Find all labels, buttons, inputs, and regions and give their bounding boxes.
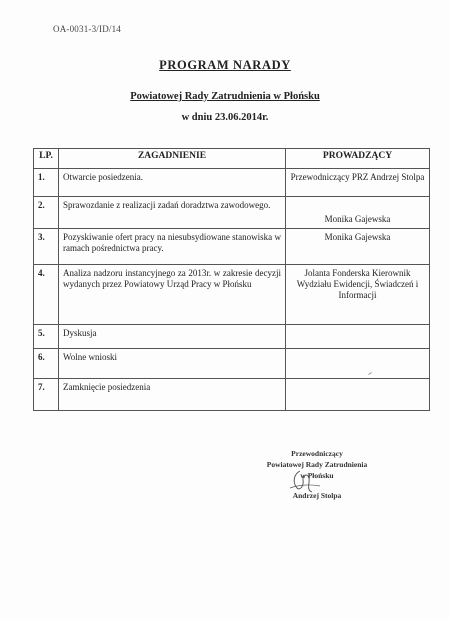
row-number: 4. <box>34 265 59 325</box>
table-row <box>34 379 430 411</box>
row-number: 3. <box>34 229 59 265</box>
pen-mark-icon <box>368 372 372 375</box>
handwritten-signature-icon <box>282 468 326 494</box>
row-topic: Zamknięcie posiedzenia <box>59 379 286 411</box>
signature-council: Powiatowej Rady Zatrudnienia <box>266 460 368 469</box>
signature-title: Przewodniczący <box>291 449 343 458</box>
table-row <box>34 169 430 197</box>
row-lead: Monika Gajewska <box>286 229 430 265</box>
row-number: 5. <box>34 325 59 349</box>
signature-name: Andrzej Stolpa <box>292 491 342 500</box>
row-topic: Pozyskiwanie ofert pracy na niesubsydiowane stanowiska w ramach pośrednictwa pracy. <box>59 229 286 265</box>
row-lead <box>286 325 430 349</box>
row-topic: Wolne wnioski <box>59 349 286 379</box>
row-number: 7. <box>34 379 59 411</box>
signature-place: w Płońsku <box>300 471 334 480</box>
header-lead: PROWADZĄCY <box>286 149 430 169</box>
row-topic: Dyskusja <box>59 325 286 349</box>
row-topic: Sprawozdanie z realizacji zadań doradztwa zawodowego. <box>59 197 286 229</box>
table-row <box>34 197 430 229</box>
row-lead <box>286 379 430 411</box>
document-title: PROGRAM NARADY <box>159 58 291 72</box>
row-number: 2. <box>34 197 59 229</box>
row-number: 6. <box>34 349 59 379</box>
table-header-row <box>34 149 430 169</box>
row-lead: Monika Gajewska <box>286 197 430 229</box>
document-reference: OA-0031-3/ID/14 <box>53 24 121 34</box>
header-lp: LP. <box>34 149 59 169</box>
document-subtitle: Powiatowej Rady Zatrudnienia w Płońsku <box>130 91 320 102</box>
row-lead <box>286 349 430 379</box>
table-row <box>34 325 430 349</box>
row-lead: Jolanta Fonderska Kierownik Wydziału Ewidencji, Świadczeń i Informacji <box>286 265 430 325</box>
meeting-date: w dniu 23.06.2014r. <box>181 112 269 123</box>
row-lead: Przewodniczący PRZ Andrzej Stolpa <box>286 169 430 197</box>
header-topic: ZAGADNIENIE <box>59 149 286 169</box>
row-topic: Analiza nadzoru instancyjnego za 2013r. w zakresie decyzji wydanych przez Powiatowy Urząd Pracy w Płońsku <box>59 265 286 325</box>
table-row <box>34 265 430 325</box>
table-row <box>34 229 430 265</box>
row-topic: Otwarcie posiedzenia. <box>59 169 286 197</box>
row-number: 1. <box>34 169 59 197</box>
